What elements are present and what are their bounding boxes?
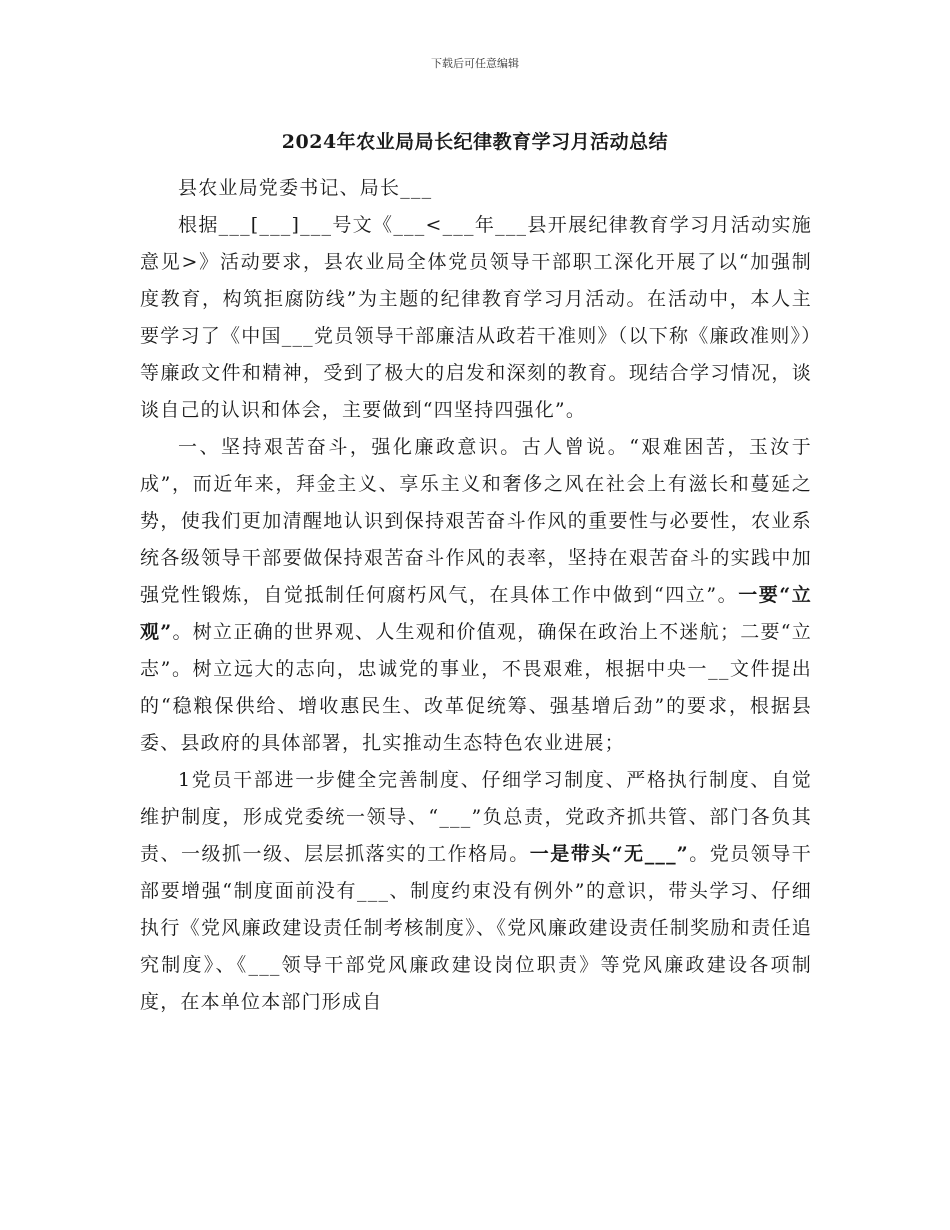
paragraph-1: 根据___[___]___号文《___<___年___县开展纪律教育学习月活动实施意见>》活动要求，县农业局全体党员领导干部职工深化开展了以“加强制度教育，构筑拒腐防线”为主题的纪律教育学习月活动。在活动中，本人主要学习了《中国___党员领导干部廉洁从政若干准则》（以下称《廉政准则》）等廉政文件和精神，受到了极大的启发和深刻的教育。现结合学习情况，谈谈自己的认识和体会，主要做到“四坚持四强化”。 <box>140 214 812 421</box>
paragraph-2-text-a: 一、坚持艰苦奋斗，强化廉政意识。古人曾说。“艰难困苦，玉汝于成”，而近年来，拜金主义、享乐主义和奢侈之风在社会上有滋长和蔓延之势，使我们更加清醒地认识到保持艰苦奋斗作风的重要性与必要性，农业系统各级领导干部要做保持艰苦奋斗作风的表率，坚持在艰苦奋斗的实践中加强党性锻炼，自觉抵制任何腐朽风气，在具体工作中做到“四立”。 <box>140 436 812 606</box>
paragraph-2-bold: 一要“立观” <box>140 584 812 643</box>
paragraph-3-text-b: 。党员领导干部要增强“制度面前没有___、制度约束没有例外”的意识，带头学习、仔细执行《党风廉政建设责任制考核制度》、《党风廉政建设责任制奖励和责任追究制度》、《___领导干部党风廉政建设岗位职责》等党风廉政建设各项制度，在本单位本部门形成自 <box>140 843 813 1013</box>
page-header-note: 下载后可任意编辑 <box>431 57 519 70</box>
document-body <box>140 170 812 1021</box>
paragraph-3 <box>140 762 812 1021</box>
paragraph-2 <box>140 429 812 762</box>
paragraph-3-text-a: 1党员干部进一步健全完善制度、仔细学习制度、严格执行制度、自觉维护制度，形成党委统一领导、“___”负总责，党政齐抓共管、部门各负其责、一级抓一级、层层抓落实的工作格局。 <box>140 769 812 865</box>
paragraph-2-text-b: 。树立正确的世界观、人生观和价值观，确保在政治上不迷航；二要“立志”。树立远大的志向，忠诚党的事业，不畏艰难，根据中央一__文件提出的“稳粮保供给、增收惠民生、改革促统筹、强基增后劲”的要求，根据县委、县政府的具体部署，扎实推动生态特色农业进展； <box>140 621 812 754</box>
author-line: 县农业局党委书记、局长___ <box>178 177 433 199</box>
paragraph-3-bold: 一是带头“无___” <box>529 843 689 865</box>
document-title: 2024年农业局局长纪律教育学习月活动总结 <box>281 131 669 153</box>
